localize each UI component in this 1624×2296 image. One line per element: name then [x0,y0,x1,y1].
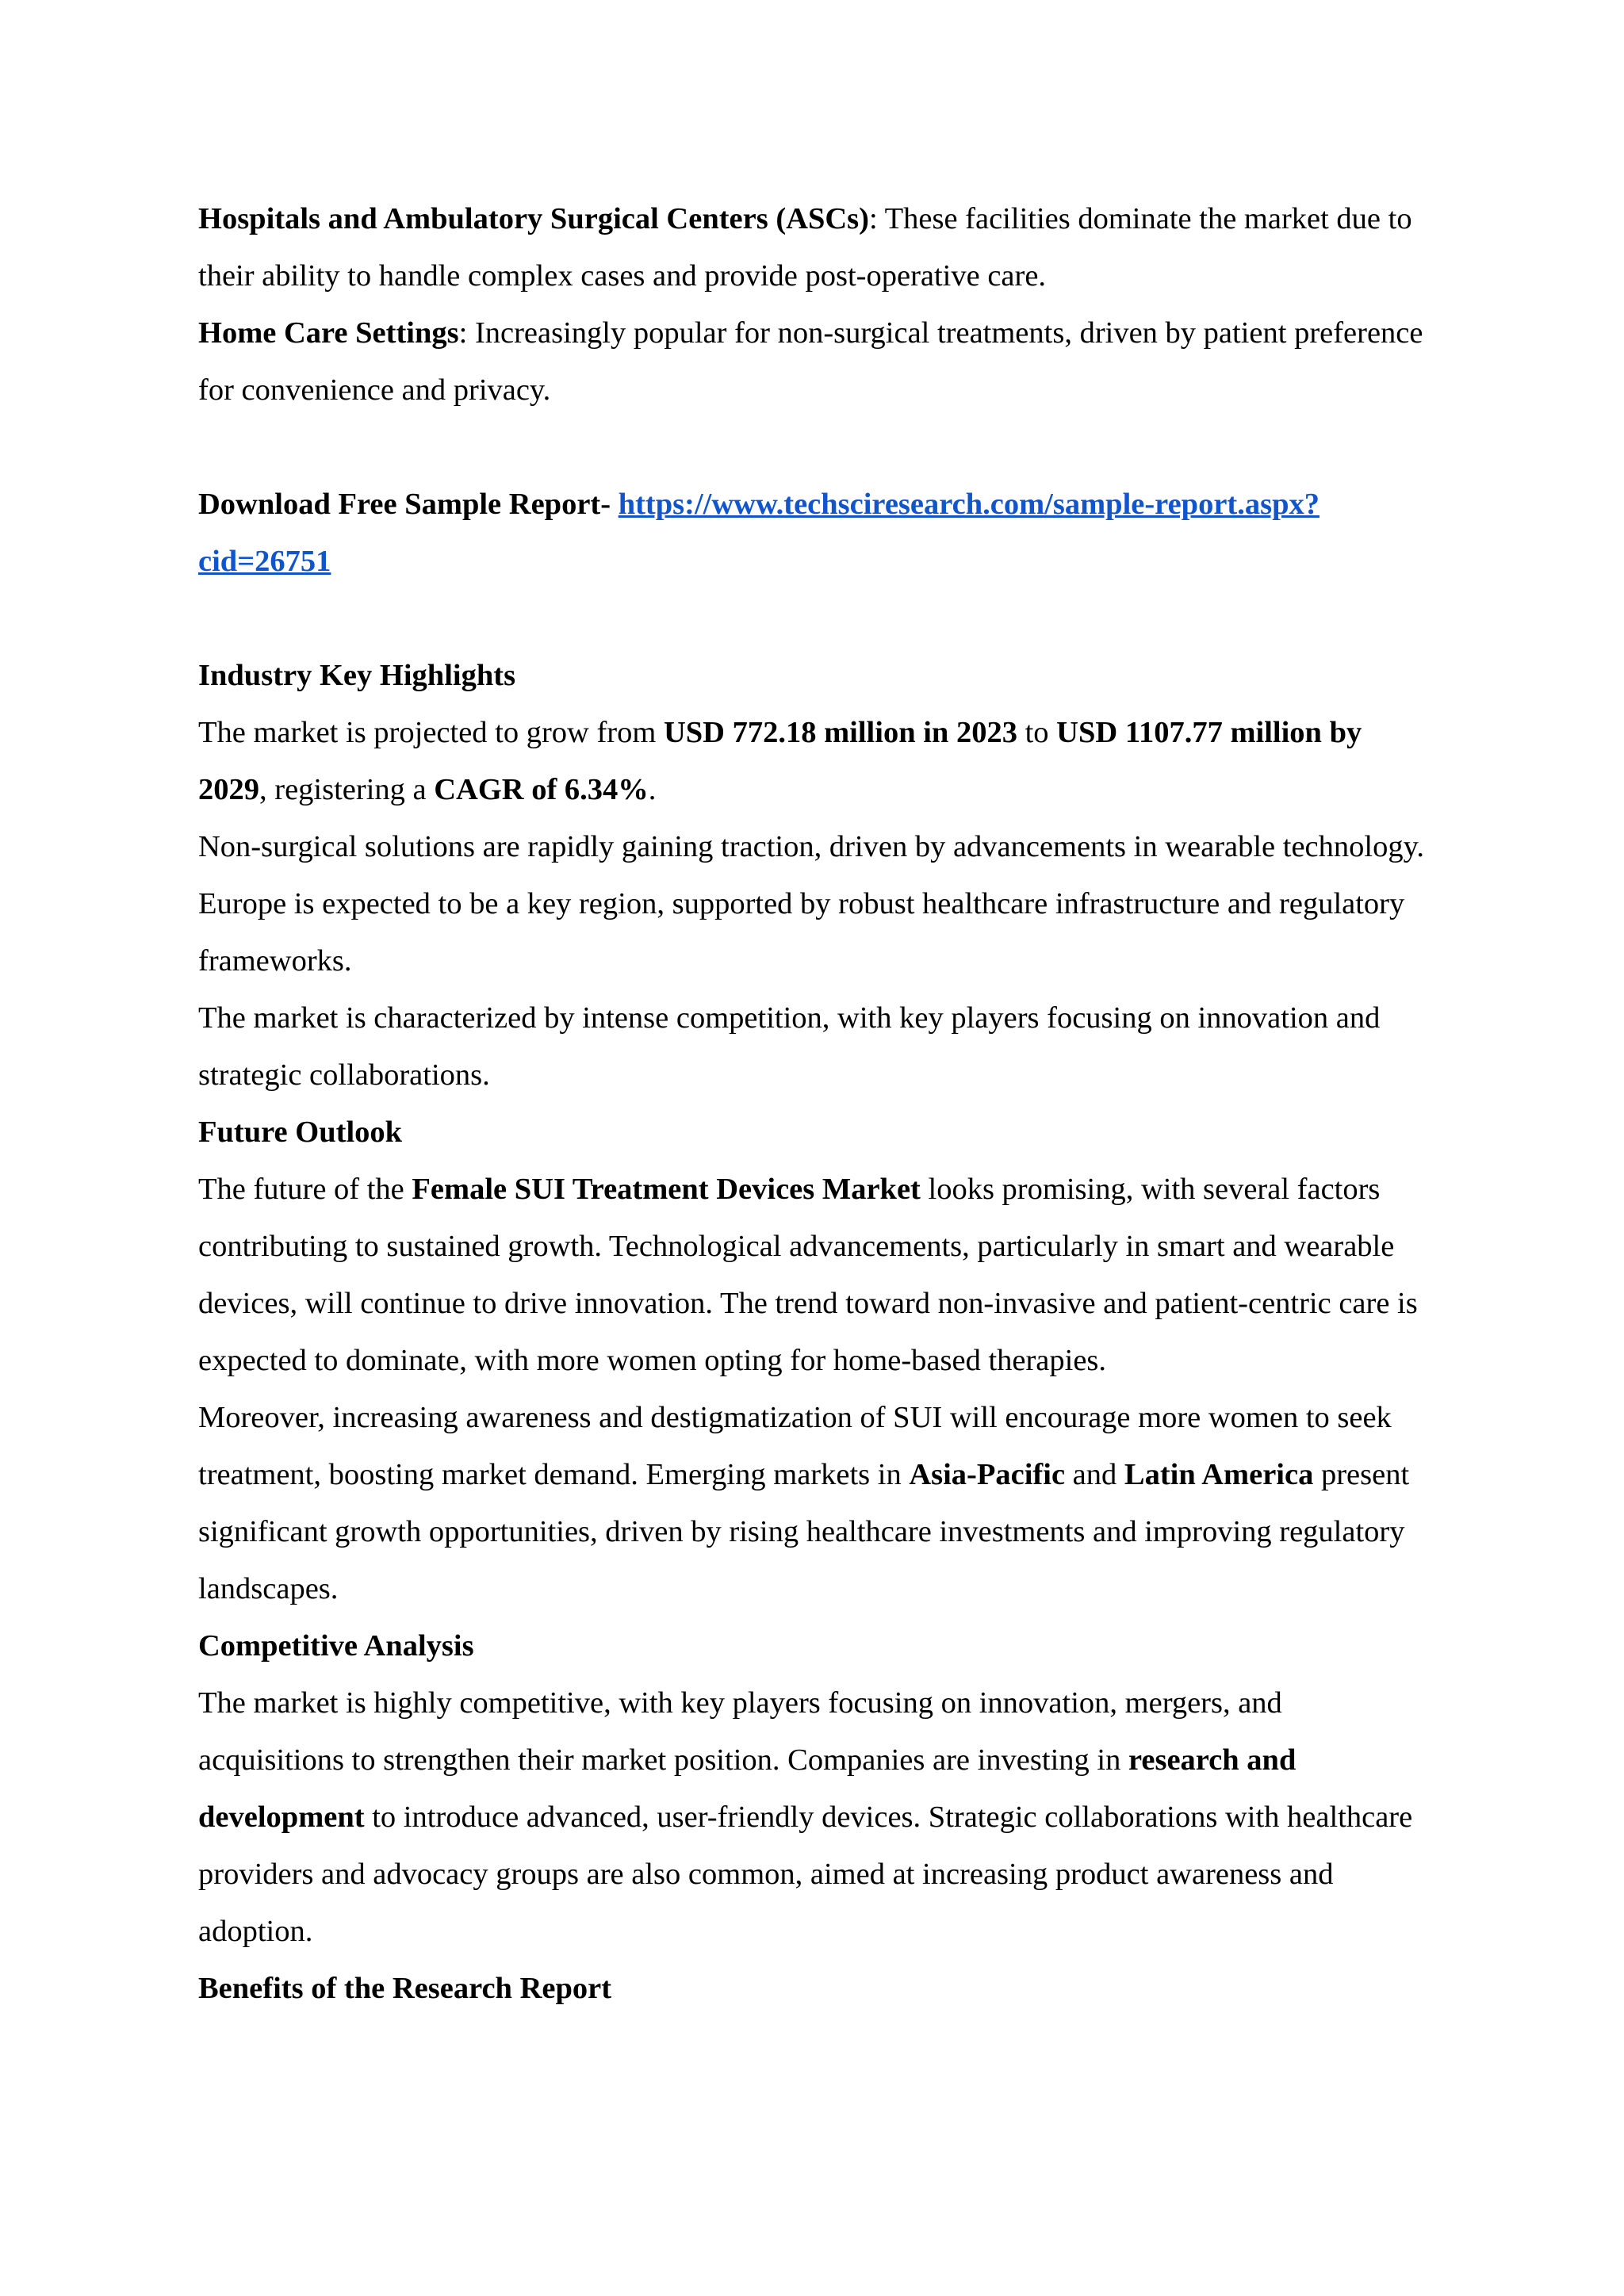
competitive-paragraph: The market is highly competitive, with key players focusing on innovation, mergers, and acquisitions to strengthen their market position. Companies are investing in research and development to introduce advanced, user-friendly devices. Strategic collaborations with healthcare providers and advocacy groups are also common, aimed at increasing product awareness and adoption. [198,1686,1413,1948]
highlights-heading: Industry Key Highlights [198,659,516,692]
benefits-heading: Benefits of the Research Report [198,1972,612,2005]
spacer [198,590,1435,647]
outlook-paragraph-2: Moreover, increasing awareness and destigmatization of SUI will encourage more women to seek treatment, boosting market demand. Emerging markets in Asia-Pacific and Latin America present significant growth opportunities, driven by rising healthcare investments and improving regulatory landscapes. [198,1401,1410,1605]
highlight-europe: Europe is expected to be a key region, supported by robust healthcare infrastructure and regulatory frameworks. [198,887,1405,978]
segment-text: : Increasingly popular for non-surgical treatments, driven by patient preference for convenience and privacy. [198,316,1423,407]
segment-term: Home Care Settings [198,316,459,350]
document-page [198,190,1435,2017]
outlook-paragraph-1: The future of the Female SUI Treatment Devices Market looks promising, with several factors contributing to sustained growth. Technological advancements, particularly in smart and wearable devices, will continue to drive innovation. The trend toward non-invasive and patient-centric care is expected to dominate, with more women opting for home-based therapies. [198,1173,1418,1377]
spacer [198,419,1435,476]
download-paragraph [198,476,1435,590]
download-label: Download Free Sample Report- [198,488,619,521]
competitive-heading: Competitive Analysis [198,1629,474,1663]
segment-home-care [198,304,1435,419]
segment-term: Hospitals and Ambulatory Surgical Centers (ASCs) [198,202,869,235]
segment-text: : These facilities dominate the market due to their ability to handle complex cases and provide post-operative care. [198,202,1412,293]
outlook-heading: Future Outlook [198,1115,403,1149]
sample-report-link[interactable]: https://www.techsciresearch.com/sample-report.aspx?cid=26751 [198,488,1320,578]
segment-hospitals [198,190,1435,304]
highlight-non-surgical: Non-surgical solutions are rapidly gaining traction, driven by advancements in wearable technology. [198,830,1424,863]
highlight-growth: The market is projected to grow from USD 772.18 million in 2023 to USD 1107.77 million by 2029, registering a CAGR of 6.34%. [198,716,1362,806]
highlight-competition: The market is characterized by intense competition, with key players focusing on innovation and strategic collaborations. [198,1001,1381,1092]
